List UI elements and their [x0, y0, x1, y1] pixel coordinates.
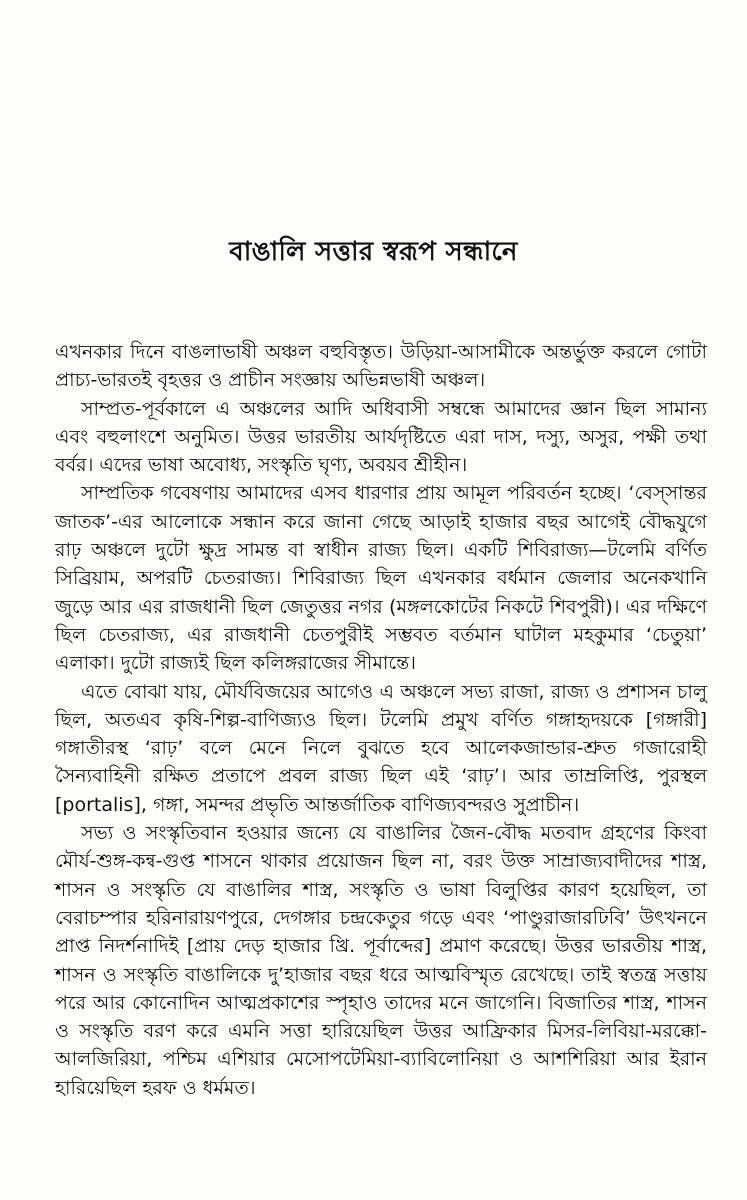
paragraph-1: এখনকার দিনে বাঙলাভাষী অঞ্চল বহুবিস্তৃত। উড়িয়া-আসামীকে অন্তর্ভুক্ত করলে গোটা প্রাচ্য-ভারতই বৃহত্তর ও প্রাচীন সংজ্ঞায় অভিন্নভাষী অঞ্চল।	[55, 341, 707, 392]
chapter-body	[55, 338, 707, 1102]
paragraph-2: সাম্প্রত-পূর্বকালে এ অঞ্চলের আদি অধিবাসী সম্বন্ধে আমাদের জ্ঞান ছিল সামান্য এবং বহুলাংশে অনুমিত। উত্তর ভারতীয় আর্যদৃষ্টিতে এরা দাস, দস্যু, অসুর, পক্ষী তথা বর্বর। এদের ভাষা অবোধ্য, সংস্কৃতি ঘৃণ্য, অবয়ব শ্রীহীন।	[55, 397, 707, 477]
paragraph-4: এতে বোঝা যায়, মৌর্যবিজয়ের আগেও এ অঞ্চলে সভ্য রাজা, রাজ্য ও প্রশাসন চালু ছিল, অতএব কৃষি-শিল্প-বাণিজ্যও ছিল। টলেমি প্রমুখ বর্ণিত গঙ্গাহৃদয়কে [গঙ্গারী] গঙ্গাতীরস্থ ‘রাঢ়’ বলে মেনে নিলে বুঝতে হবে আলেকজান্ডার-শ্রুত গজারোহী সৈন্যবাহিনী রক্ষিত প্রতাপে প্রবল রাজ্য ছিল এই ‘রাঢ়’। আর তাম্রলিপ্তি, পুরস্থল [portalis], গঙ্গা, সমন্দর প্রভৃতি আন্তর্জাতিক বাণিজ্যবন্দরও সুপ্রাচীন।	[55, 680, 707, 816]
paragraph-3: সাম্প্রতিক গবেষণায় আমাদের এসব ধারণার প্রায় আমূল পরিবর্তন হচ্ছে। ‘বেস্সান্তর জাতক’-এর আলোকে সন্ধান করে জানা গেছে আড়াই হাজার বছর আগেই বৌদ্ধযুগে রাঢ় অঞ্চলে দুটো ক্ষুদ্র সামন্ত বা স্বাধীন রাজ্য ছিল। একটি শিবিরাজ্য—টলেমি বর্ণিত সিব্রিয়াম, অপরটি চেতরাজ্য। শিবিরাজ্য ছিল এখনকার বর্ধমান জেলার অনেকখানি জুড়ে আর এর রাজধানী ছিল জেতুত্তর নগর (মঙ্গলকোটের নিকটে শিবপুরী)। এর দক্ষিণে ছিল চেতরাজ্য, এর রাজধানী চেতপুরীই সম্ভবত বর্তমান ঘাটাল মহকুমার ‘চেতুয়া’ এলাকা। দুটো রাজ্যই ছিল কলিঙ্গরাজের সীমান্তে।	[55, 482, 707, 675]
paragraph-5: সভ্য ও সংস্কৃতিবান হওয়ার জন্যে যে বাঙালির জৈন-বৌদ্ধ মতবাদ গ্রহণের কিংবা মৌর্য-শুঙ্গ-কন্ব-গুপ্ত শাসনে থাকার প্রয়োজন ছিল না, বরং উক্ত সাম্রাজ্যবাদীদের শাস্ত্র, শাসন ও সংস্কৃতি যে বাঙালির শাস্ত্র, সংস্কৃতি ও ভাষা বিলুপ্তির কারণ হয়েছিল, তা বেরাচম্পার হরিনারায়ণপুরে, দেগঙ্গার চন্দ্রকেতুর গড়ে এবং ‘পাণ্ডুরাজারঢিবি’ উৎখননে প্রাপ্ত নিদর্শনাদিই [প্রায় দেড় হাজার খ্রি. পূর্বাব্দের] প্রমাণ করেছে। উত্তর ভারতীয় শাস্ত্র, শাসন ও সংস্কৃতি বাঙালিকে দু’হাজার বছর ধরে আত্মবিস্মৃত রেখেছে। তাই স্বতন্ত্র সত্তায় পরে আর কোনোদিন আত্মপ্রকাশের স্পৃহাও তাদের মনে জাগেনি। বিজাতির শাস্ত্র, শাসন ও সংস্কৃতি বরণ করে এমনি সত্তা হারিয়েছিল উত্তর আফ্রিকার মিসর-লিবিয়া-মরক্কো-আলজিরিয়া, পশ্চিম এশিয়ার মেসোপটেমিয়া-ব্যাবিলোনিয়া ও আশশিরিয়া আর ইরান হারিয়েছিল হরফ ও ধর্মমত।	[55, 822, 707, 1099]
chapter-title: বাঙালি সত্তার স্বরূপ সন্ধানে	[229, 237, 518, 267]
